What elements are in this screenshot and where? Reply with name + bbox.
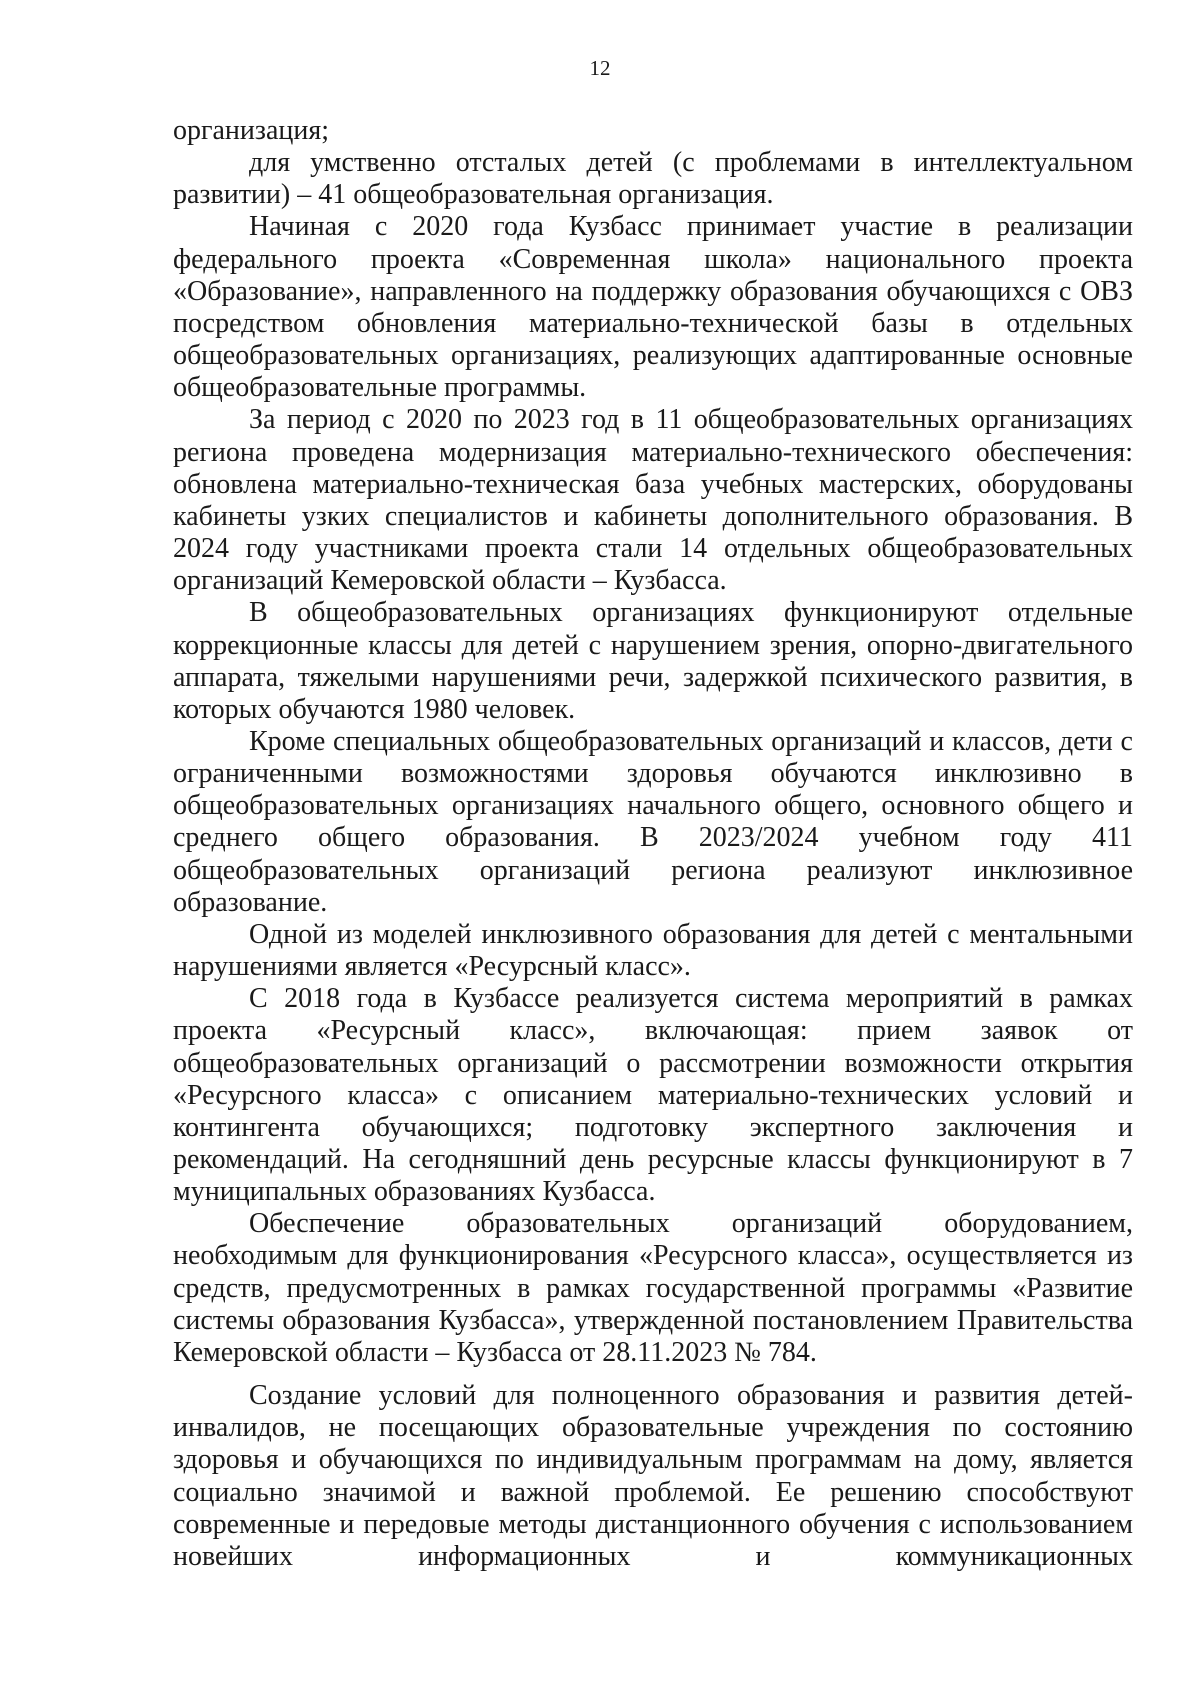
paragraph: За период с 2020 по 2023 год в 11 общеобразовательных организациях региона проведена модернизация материально-технического обеспечения: обновлена материально-техническая база учебных мастерских, оборудованы кабинеты узких специалистов и кабинеты дополнительного образования. В 2024 году участниками проекта стали 14 отдельных общеобразовательных организаций Кемеровской области – Кузбасса. — [173, 404, 1133, 597]
document-body — [173, 115, 1133, 1573]
page-number: 12 — [589, 56, 611, 80]
paragraph: для умственно отсталых детей (с проблемами в интеллектуальном развитии) – 41 общеобразовательная организация. — [173, 147, 1133, 211]
paragraph-continuation: организация; — [173, 115, 329, 146]
paragraph: С 2018 года в Кузбассе реализуется система мероприятий в рамках проекта «Ресурсный класс», включающая: прием заявок от общеобразовательных организаций о рассмотрении возможности открытия «Ресурсного класса» с описанием материально-технических условий и контингента обучающихся; подготовку экспертного заключения и рекомендаций. На сегодняшний день ресурсные классы функционируют в 7 муниципальных образованиях Кузбасса. — [173, 983, 1133, 1208]
paragraph: Начиная с 2020 года Кузбасс принимает участие в реализации федерального проекта «Современная школа» национального проекта «Образование», направленного на поддержку образования обучающихся с ОВЗ посредством обновления материально-технической базы в отдельных общеобразовательных организациях, реализующих адаптированные основные общеобразовательные программы. — [173, 211, 1133, 404]
paragraph: Кроме специальных общеобразовательных организаций и классов, дети с ограниченными возможностями здоровья обучаются инклюзивно в общеобразовательных организациях начального общего, основного общего и среднего общего образования. В 2023/2024 учебном году 411 общеобразовательных организаций региона реализуют инклюзивное образование. — [173, 725, 1133, 918]
paragraph: В общеобразовательных организациях функционируют отдельные коррекционные классы для детей с нарушением зрения, опорно-двигательного аппарата, тяжелыми нарушениями речи, задержкой психического развития, в которых обучаются 1980 человек. — [173, 597, 1133, 725]
paragraph: Одной из моделей инклюзивного образования для детей с ментальными нарушениями является «Ресурсный класс». — [173, 918, 1133, 983]
paragraph: Создание условий для полноценного образования и развития детей-инвалидов, не посещающих образовательные учреждения по состоянию здоровья и обучающихся по индивидуальным программам на дому, является социально значимой и важной проблемой. Ее решению способствуют современные и передовые методы дистанционного обучения с использованием новейших информационных и коммуникационных — [173, 1380, 1133, 1572]
paragraph: Обеспечение образовательных организаций оборудованием, необходимым для функционирования «Ресурсного класса», осуществляется из средств, предусмотренных в рамках государственной программы «Развитие системы образования Кузбасса», утвержденной постановлением Правительства Кемеровской области – Кузбасса от 28.11.2023 № 784. — [173, 1208, 1133, 1368]
